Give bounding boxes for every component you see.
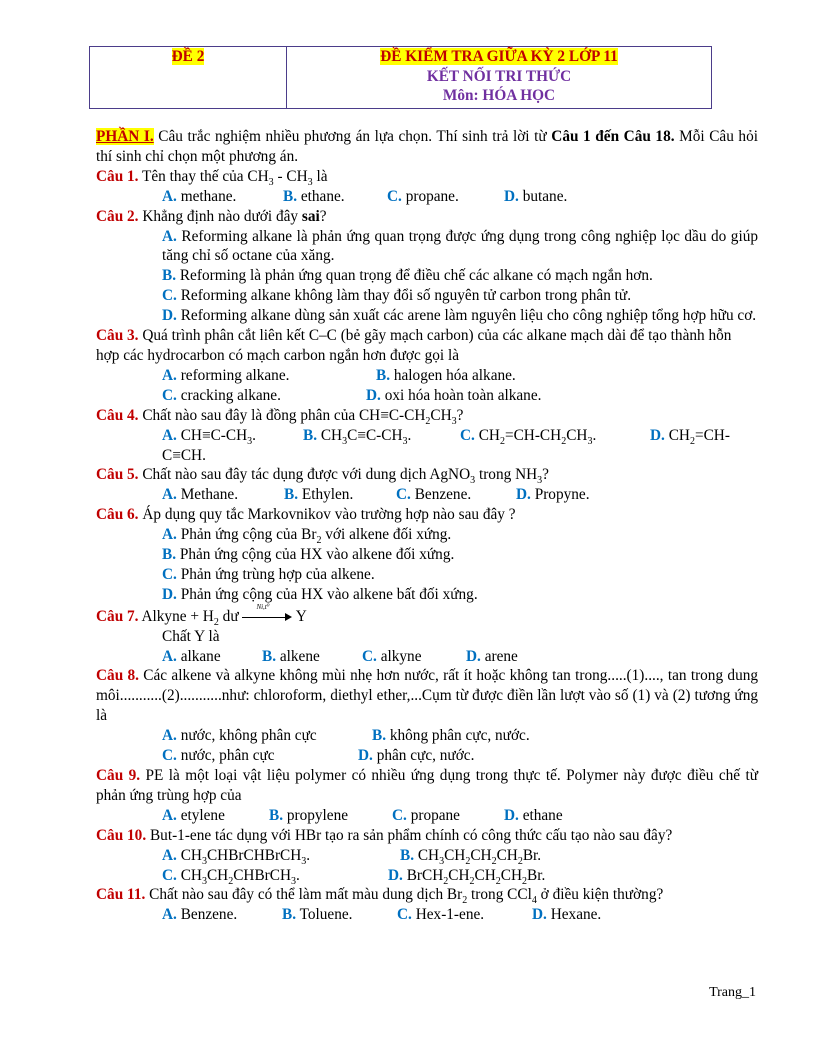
question-11-options xyxy=(96,905,758,925)
option-a: A. $CH\equiv C-CH_3$. xyxy=(162,426,256,447)
exam-code: ĐỀ 2 xyxy=(171,48,205,65)
question-8-options-row2 xyxy=(96,746,758,766)
option-b: B. propylene xyxy=(269,806,349,824)
option-b: B. halogen hóa alkane. xyxy=(376,366,516,384)
question-2: Câu 2. Khẳng định nào dưới đây sai? xyxy=(96,207,327,225)
option-d: D. Reforming alkane dùng sản xuất các arene làm nguyên liệu cho công nghiệp tổng hợp hữu cơ. xyxy=(162,307,757,325)
option-d: D. ethane xyxy=(504,806,563,824)
option-b: B. $CH_3CH_2CH_2CH_2Br$. xyxy=(400,846,542,867)
exam-series: KẾT NỐI TRI THỨC xyxy=(426,67,572,85)
question-9-options xyxy=(96,806,758,826)
option-d: D. oxi hóa hoàn toàn alkane. xyxy=(366,386,542,404)
option-d: D. Propyne. xyxy=(516,486,590,504)
option-d-continued: C≡CH. xyxy=(162,446,206,464)
exam-content xyxy=(96,127,758,925)
question-10: Câu 10. But-1-ene tác dụng với HBr tạo ra sản phẩm chính có công thức cấu tạo nào sau đây? xyxy=(96,826,673,844)
question-4-options xyxy=(96,426,758,446)
question-7-options xyxy=(96,647,758,667)
option-b: B. Toluene. xyxy=(282,906,353,924)
option-c: C. Benzene. xyxy=(396,486,472,504)
question-4: Câu 4. Chất nào sau đây là đồng phân của $CH\equiv C-CH_2CH_3$? xyxy=(96,406,464,427)
option-c: C. $CH_2=CH-CH_2CH_3$. xyxy=(460,426,597,447)
option-c: C. cracking alkane. xyxy=(162,386,281,404)
option-c: C. nước, phân cực xyxy=(162,747,275,765)
option-b: B. Ethylen. xyxy=(284,486,354,504)
question-10-options-row1 xyxy=(96,846,758,866)
part1-instructions: PHẦN I. Câu trắc nghiệm nhiều phương án lựa chọn. Thí sinh trả lời từ Câu 1 đến Câu 18. Mỗi Câu hỏi thí sinh chỉ chọn một phương án. xyxy=(96,128,758,165)
question-11: Câu 11. Chất nào sau đây có thể làm mất màu dung dịch $Br_2$ trong CCl$_4$ ở điều kiện thường? xyxy=(96,886,664,907)
question-7-line2: Chất Y là xyxy=(162,627,220,645)
question-7: Câu 7. Alkyne + $H_2$ dư Ni,t⁰ Y xyxy=(96,603,307,628)
option-c: C. Reforming alkane không làm thay đổi số nguyên tử carbon trong phân tử. xyxy=(162,287,632,305)
option-a: A. reforming alkane. xyxy=(162,366,290,384)
question-8-options-row1 xyxy=(96,726,758,746)
option-d: D. $BrCH_2CH_2CH_2CH_2Br$. xyxy=(388,866,546,887)
option-b: B. ethane. xyxy=(283,187,345,205)
option-a: A. etylene xyxy=(162,806,225,824)
question-1: Câu 1. Tên thay thế của $CH_3 - CH_3$ là xyxy=(96,167,328,188)
option-c: C. Phản ứng trùng hợp của alkene. xyxy=(162,565,375,583)
question-6: Câu 6. Áp dụng quy tắc Markovnikov vào trường hợp nào sau đây ? xyxy=(96,506,516,524)
exam-subject: Môn: HÓA HỌC xyxy=(442,87,556,104)
option-b: B. alkene xyxy=(262,647,320,665)
question-5-options xyxy=(96,485,758,505)
question-3-options-row2 xyxy=(96,386,758,406)
exam-code-cell xyxy=(90,47,287,108)
question-5: Câu 5. Chất nào sau đây tác dụng được với dung dịch AgNO$_3$ trong $NH_3$? xyxy=(96,466,549,487)
option-a: A. $CH_3CHBrCHBrCH_3$. xyxy=(162,846,311,867)
part1-label: PHẦN I. xyxy=(96,128,154,145)
option-a: A. Benzene. xyxy=(162,906,238,924)
option-a: A. Phản ứng cộng của $Br_2$ với alkene đối xứng. xyxy=(162,526,452,547)
reaction-arrow: Ni,t⁰ xyxy=(242,611,292,623)
option-d: D. butane. xyxy=(504,187,568,205)
option-b: B. Phản ứng cộng của HX vào alkene đối xứng. xyxy=(162,546,455,564)
exam-title: ĐỀ KIỂM TRA GIỮA KỲ 2 LỚP 11 xyxy=(380,48,618,65)
option-a: A. alkane xyxy=(162,647,221,665)
option-d: D. Hexane. xyxy=(532,906,602,924)
page-number: Trang_1 xyxy=(709,985,756,1000)
option-d: D. phân cực, nước. xyxy=(358,747,475,765)
question-10-options-row2 xyxy=(96,866,758,886)
exam-header-table xyxy=(89,46,712,109)
option-d: D. $CH_2=CH-$ xyxy=(650,426,730,447)
option-c: C. Hex-1-ene. xyxy=(397,906,485,924)
option-c: C. $CH_3CH_2CHBrCH_3$. xyxy=(162,866,300,887)
question-1-options xyxy=(96,187,758,207)
option-c: C. propane. xyxy=(387,187,459,205)
question-3-options-row1 xyxy=(96,366,758,386)
exam-title-cell xyxy=(287,47,711,108)
option-a: A. Reforming alkane là phản ứng quan trọng được ứng dụng trong công nghiệp lọc dầu do giúp tăng chỉ số octane của xăng. xyxy=(162,227,759,265)
option-d: D. Phản ứng cộng của HX vào alkene bất đối xứng. xyxy=(162,585,478,603)
question-3: Câu 3. Quá trình phân cắt liên kết C–C (bẻ gãy mạch carbon) của các alkane mạch dài để tạo thành hỗn hợp các hydrocarbon có mạch carbon ngắn hơn được gọi là xyxy=(96,327,732,364)
option-b: B. $CH_3C\equiv C-CH_3$. xyxy=(303,426,412,447)
question-9: Câu 9. PE là một loại vật liệu polymer có nhiều ứng dụng trong thực tế. Polymer này được điều chế từ phản ứng trùng hợp của xyxy=(96,767,759,804)
option-d: D. arene xyxy=(466,647,518,665)
option-a: A. nước, không phân cực xyxy=(162,727,317,745)
option-c: C. alkyne xyxy=(362,647,422,665)
question-8: Câu 8. Các alkene và alkyne không mùi nhẹ hơn nước, rất ít hoặc không tan trong.....(1)...., tan trong dung môi...........(2)...........như: chloroform, diethyl ether,...Cụm từ được điền lần lượt vào số (1) và (2) tương ứng là xyxy=(96,667,759,725)
option-c: C. propane xyxy=(392,806,460,824)
option-a: A. methane. xyxy=(162,187,237,205)
option-b: B. không phân cực, nước. xyxy=(372,727,530,745)
option-b: B. Reforming là phản ứng quan trọng để điều chế các alkane có mạch ngắn hơn. xyxy=(162,267,653,285)
option-a: A. Methane. xyxy=(162,486,239,504)
